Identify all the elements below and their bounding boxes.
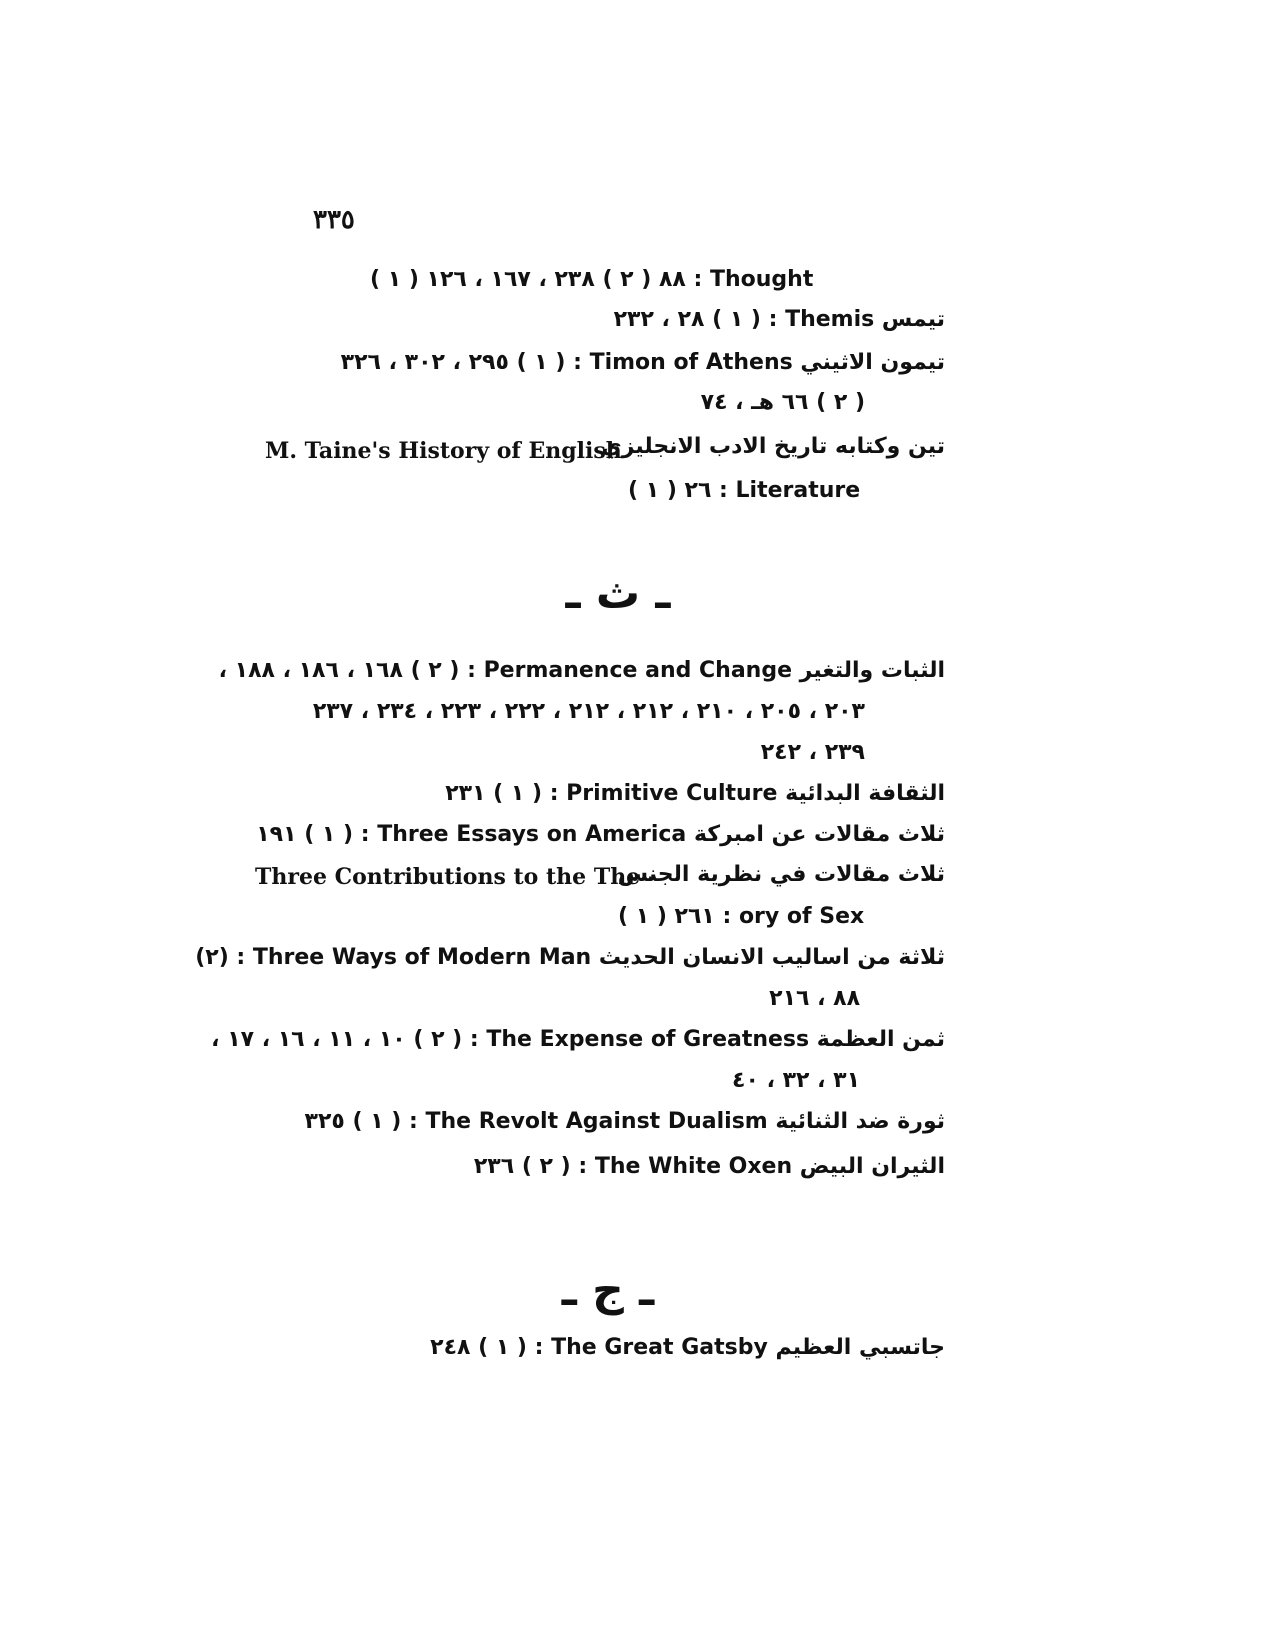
index-entry-great-gatsby: جاتسبي العظيم The Great Gatsby : ( ١ ) ٢٤٨ [430,1335,945,1360]
index-entry-three-ways: ثلاثة من اساليب الانسان الحديث Three Ways of Modern Man : (٢) [195,945,945,970]
index-entry-taine-arabic: تين وكتابه تاريخ الادب الانجليزي [601,434,945,459]
index-entry-three-contributions-arabic: ثلاث مقالات في نظرية الجنس [617,862,945,887]
section-heading-jim: ـ ج ـ [561,1265,655,1316]
index-entry-timon-cont: ( ٢ ) ٦٦ هـ ، ٧٤ [700,390,865,415]
index-entry-taine-cont: ٢٦ ( ١ ) : Literature [628,478,861,503]
index-entry-timon: تيمون الاثيني Timon of Athens : ( ١ ) ٢٩٥ ، ٣٠٢ ، ٣٢٦ [340,350,945,375]
page-number: ٣٣٥ [313,205,355,235]
index-entry-primitive-culture: الثقافة البدائية Primitive Culture : ( ١ ) ٢٣١ [445,781,945,806]
index-entry-three-essays: ثلاث مقالات عن امبركة Three Essays on America : ( ١ ) ١٩١ [256,822,945,847]
index-entry-permanence-cont2: ٢٣٩ ، ٢٤٢ [760,740,865,765]
index-entry-three-contributions-english: Three Contributions to the The - [255,864,657,890]
index-entry-permanence: الثبات والتغير Permanence and Change : ( ٢ ) ١٦٨ ، ١٨٦ ، ١٨٨ ، [218,658,945,683]
index-entry-expense-greatness: ثمن العظمة The Expense of Greatness : ( ٢ ) ١٠ ، ١١ ، ١٦ ، ١٧ ، [211,1027,945,1052]
index-entry-permanence-cont: ٢٠٣ ، ٢٠٥ ، ٢١٠ ، ٢١٢ ، ٢١٢ ، ٢٢٢ ، ٢٢٣ ، ٢٣٤ ، ٢٣٧ [312,699,865,724]
index-entry-three-ways-cont: ٨٨ ، ٢١٦ [769,986,860,1011]
index-entry-expense-greatness-cont: ٣١ ، ٣٢ ، ٤٠ [732,1068,860,1093]
index-entry-thought: ٨٨ ( ٢ ) ٢٣٨ ، ١٦٧ ، ١٢٦ ( ١ ) : Thought [370,267,814,292]
index-entry-themis: تيمس Themis : ( ١ ) ٢٨ ، ٢٣٢ [613,307,945,332]
index-entry-taine-english: M. Taine's History of English [265,438,622,464]
index-entry-revolt-dualism: ثورة ضد الثنائية The Revolt Against Dualism : ( ١ ) ٣٢٥ [304,1109,945,1134]
index-entry-white-oxen: الثيران البيض The White Oxen : ( ٢ ) ٢٣٦ [473,1154,945,1179]
index-entry-three-contributions-cont: ٢٦١ ( ١ ) : ory of Sex [618,904,865,929]
section-heading-tha: ـ ث ـ [565,568,671,619]
